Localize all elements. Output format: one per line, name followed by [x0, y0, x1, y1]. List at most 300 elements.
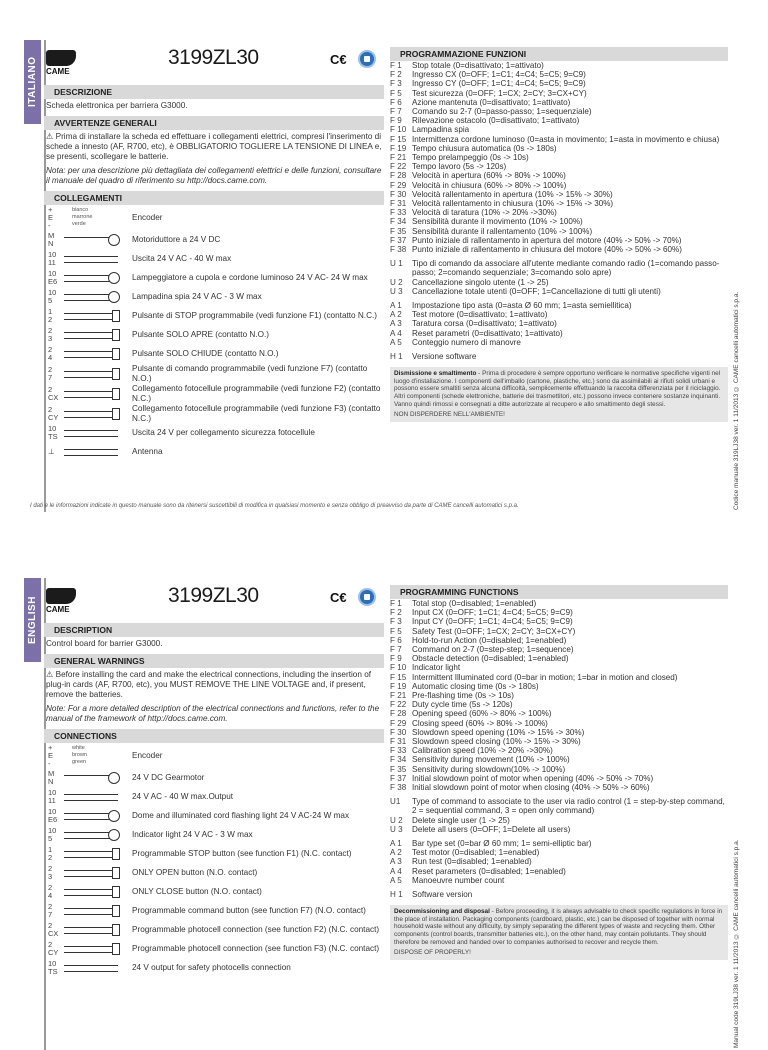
- terminal-pins: 1 2: [48, 307, 53, 324]
- function-text: Reset parametri (0=disattivato; 1=attivato): [412, 328, 563, 338]
- ce-mark: C€: [330, 590, 347, 605]
- function-row: [390, 245, 728, 254]
- function-text: Hold-to-run Action (0=disabled; 1=enabled): [412, 635, 567, 645]
- connection-label: 24 V AC - 40 W max.Output: [132, 792, 234, 802]
- wiring-symbol-icon: [62, 207, 128, 229]
- function-code: U1: [390, 797, 401, 807]
- wiring-symbol-icon: [62, 866, 128, 880]
- terminal-pins: 10 11: [48, 250, 57, 267]
- function-code: F 15: [390, 134, 407, 144]
- wiring-symbol-icon: [62, 367, 128, 381]
- function-code: F 22: [390, 700, 407, 710]
- function-row: [390, 259, 728, 277]
- function-row: [390, 797, 728, 815]
- section-warnings: GENERAL WARNINGS: [44, 654, 384, 668]
- function-code: F 34: [390, 217, 407, 227]
- function-code: F 7: [390, 107, 402, 117]
- came-logo-mark: [46, 588, 76, 604]
- manual-code: Manual code 319LJ38 ver. 1 11/2013 © CAME cancelli automatici s.p.a.: [733, 839, 740, 1048]
- connection-label: ONLY OPEN button (N.O. contact): [132, 868, 258, 878]
- function-code: F 2: [390, 70, 402, 80]
- function-text: Velocità in apertura (60% -> 80% -> 100%): [412, 171, 566, 181]
- function-row: [390, 719, 728, 728]
- function-text: Delete single user (1 -> 25): [412, 815, 510, 825]
- connection-label: Motoriduttore a 24 V DC: [132, 235, 221, 245]
- function-code: F 30: [390, 727, 407, 737]
- function-code: F 19: [390, 681, 407, 691]
- function-code: F 31: [390, 737, 407, 747]
- function-text: Stop totale (0=disattivato; 1=attivato): [412, 61, 544, 70]
- connection-label: Antenna: [132, 447, 163, 457]
- function-row: [390, 116, 728, 125]
- function-code: F 37: [390, 235, 407, 245]
- motor-icon: [108, 772, 120, 784]
- connection-label: Dome and illuminated cord flashing light 24 V AC-24 W max: [132, 811, 350, 821]
- function-text: Sensibilità durante il movimento (10% -> 100%): [412, 217, 583, 227]
- encoder-wire-label: bianco: [72, 207, 89, 213]
- function-code: F 3: [390, 617, 402, 627]
- function-row: [390, 61, 728, 70]
- function-code: F 7: [390, 645, 402, 655]
- connection-row: [44, 959, 384, 977]
- function-row: [390, 876, 728, 885]
- function-code: F 29: [390, 718, 407, 728]
- function-text: Lampadina spia: [412, 125, 470, 135]
- function-text: Sensitivity during slowdown(10% -> 100%): [412, 764, 566, 774]
- terminal-pins: 10 TS: [48, 424, 58, 441]
- function-code: A 3: [390, 319, 402, 329]
- function-text: Impostazione tipo asta (0=asta Ø 60 mm; 1=asta semiellitica): [412, 301, 632, 311]
- function-code: A 2: [390, 310, 402, 320]
- disposal-box: [390, 367, 728, 422]
- wire: [64, 391, 118, 392]
- function-text: Comando su 2-7 (0=passo-passo; 1=sequenziale): [412, 107, 592, 117]
- wiring-symbol-icon: [62, 745, 128, 767]
- wiring-symbol-icon: [62, 904, 128, 918]
- function-row: [390, 107, 728, 116]
- function-code: F 6: [390, 635, 402, 645]
- function-code: F 2: [390, 608, 402, 618]
- button-contact-icon: [112, 368, 120, 380]
- note-text: Note: For a more detailed description of the electrical connections and functions, refer to the manual of the framework of http://docs.came.com.: [46, 704, 380, 723]
- connection-row: [44, 345, 384, 363]
- terminal-pins: 2 7: [48, 364, 53, 382]
- connection-row: [44, 404, 384, 423]
- connection-row: [44, 288, 384, 306]
- disposal-title: Decommissioning and disposal: [394, 908, 490, 916]
- function-text: Velocità in chiusura (60% -> 80% -> 100%): [412, 180, 567, 190]
- function-code: F 19: [390, 143, 407, 153]
- model-number: 3199ZL30: [168, 584, 259, 607]
- terminal-pins: M N: [48, 231, 55, 248]
- wiring-symbol-icon: [62, 809, 128, 823]
- function-row: [390, 153, 728, 162]
- connection-row: [44, 845, 384, 863]
- function-text: Input CX (0=OFF; 1=C1; 4=C4; 5=C5; 9=C9): [412, 608, 573, 618]
- wire: [64, 927, 118, 928]
- wire: [64, 377, 118, 378]
- came-logo: [46, 47, 80, 79]
- function-row: [390, 162, 728, 171]
- function-row: [390, 816, 728, 825]
- function-text: Velocità rallentamento in apertura (10% -> 15% -> 30%): [412, 189, 613, 199]
- wire: [64, 794, 118, 795]
- terminal-pins: 2 CY: [48, 940, 59, 957]
- wiring-symbol-icon: [62, 271, 128, 285]
- terminal-pins: 2 CY: [48, 404, 59, 422]
- function-row: [390, 278, 728, 287]
- wiring-symbol-icon: [62, 426, 128, 440]
- function-text: Obstacle detection (0=disabled; 1=enabled): [412, 654, 569, 664]
- note-text: Nota: per una descrizione più dettagliata dei collegamenti elettrici e delle funzioni, consultare il manuale del quadro di riferimento su http://docs.came.com.: [46, 166, 382, 185]
- function-text: Punto iniziale di rallentamento in chiusura del motore (40% -> 50% -> 60%): [412, 245, 682, 255]
- wiring-symbol-icon: [62, 942, 128, 956]
- connection-label: Pulsante di comando programmabile (vedi funzione F7) (contatto N.O.): [132, 364, 368, 383]
- connection-row: [44, 788, 384, 806]
- motor-icon: [108, 234, 120, 246]
- function-row: [390, 236, 728, 245]
- left-column: [44, 44, 384, 461]
- button-contact-icon: [112, 943, 120, 955]
- disposal-warning: DISPOSE OF PROPERLY!: [394, 949, 471, 957]
- function-code: F 15: [390, 672, 407, 682]
- function-row: [390, 857, 728, 866]
- function-text: Sensibilità durante il rallentamento (10% -> 100%): [412, 226, 593, 236]
- english-panel: [0, 578, 768, 1050]
- function-text: Ingresso CY (0=OFF; 1=C1; 4=C4; 5=C5; 9=C9): [412, 79, 586, 89]
- terminal-pins: 10 E6: [48, 269, 58, 286]
- terminal-pins: 2 7: [48, 902, 53, 919]
- wiring-symbol-icon: [62, 290, 128, 304]
- function-row: [390, 199, 728, 208]
- lamp-icon: [108, 810, 120, 822]
- connection-row: [44, 307, 384, 325]
- button-contact-icon: [112, 329, 120, 341]
- function-text: Command on 2-7 (0=step-step; 1=sequence): [412, 645, 574, 655]
- function-text: Test motor (0=disabled; 1=enabled): [412, 848, 540, 858]
- wire: [64, 889, 118, 890]
- encoder-wire-label: verde: [72, 221, 86, 227]
- function-text: Test sicurezza (0=OFF; 1=CX; 2=CY; 3=CX+CY): [412, 88, 587, 98]
- function-row: [390, 79, 728, 88]
- connection-label: Collegamento fotocellule programmabile (vedi funzione F3) (contatto N.C.): [132, 404, 381, 423]
- function-text: Manoeuvre number count: [412, 875, 505, 885]
- wiring-symbol-icon: [62, 885, 128, 899]
- function-row: [390, 617, 728, 626]
- function-text: Closing speed (60% -> 80% -> 100%): [412, 718, 548, 728]
- function-code: F 28: [390, 709, 407, 719]
- function-row: [390, 208, 728, 217]
- terminal-pins: 2 4: [48, 345, 53, 362]
- function-text: Sensitivity during movement (10% -> 100%): [412, 755, 570, 765]
- function-row: [390, 89, 728, 98]
- wire: [64, 319, 118, 320]
- function-row: [390, 227, 728, 236]
- function-text: Type of command to associate to the user via radio control (1 = step-by-step command, 2 = sequential command, 3 = open only command): [412, 797, 725, 816]
- function-code: F 30: [390, 189, 407, 199]
- connection-row: [44, 921, 384, 939]
- function-code: U 3: [390, 824, 403, 834]
- came-logo-text: CAME: [46, 605, 70, 614]
- function-text: Taratura corsa (0=disattivato; 1=attivato): [412, 319, 557, 329]
- function-row: [390, 728, 728, 737]
- function-text: Pre-flashing time (0s -> 10s): [412, 691, 514, 701]
- came-logo-text: CAME: [46, 67, 70, 76]
- wiring-symbol-icon: [62, 407, 128, 421]
- function-row: [390, 144, 728, 153]
- connection-row: [44, 902, 384, 920]
- connection-row: [44, 940, 384, 958]
- wire: [64, 262, 118, 263]
- function-row: [390, 737, 728, 746]
- function-text: Versione software: [412, 352, 477, 362]
- button-contact-icon: [112, 388, 120, 400]
- connection-label: Encoder: [132, 751, 163, 761]
- function-code: A 3: [390, 857, 402, 867]
- section-description: DESCRIZIONE: [44, 85, 384, 99]
- function-row: [390, 70, 728, 79]
- connection-label: ONLY CLOSE button (N.O. contact): [132, 887, 262, 897]
- came-logo: [46, 585, 80, 617]
- function-code: F 5: [390, 88, 402, 98]
- wiring-symbol-icon: [62, 347, 128, 361]
- wire: [64, 851, 118, 852]
- terminal-pins: ⊥: [48, 447, 55, 456]
- wire: [64, 338, 118, 339]
- function-row: [390, 310, 728, 319]
- encoder-wire-label: brown: [72, 752, 87, 758]
- connection-label: Pulsante di STOP programmabile (vedi funzione F1) (contatto N.C.): [132, 311, 377, 321]
- button-contact-icon: [112, 310, 120, 322]
- function-row: [390, 217, 728, 226]
- connection-row: [44, 384, 384, 403]
- function-code: F 38: [390, 245, 407, 255]
- connection-row: [44, 744, 384, 768]
- function-code: U 3: [390, 286, 403, 296]
- wire: [64, 952, 118, 953]
- function-text: Bar type set (0=bar Ø 60 mm; 1= semi-elliptic bar): [412, 839, 592, 849]
- warning-text: ⚠ Prima di installare la scheda ed effettuare i collegamenti elettrici, compresi l'inserimento di schede a innesto (AF, R700, etc), è OBBLIGATORIO TOGLIERE LA TENSIONE DI LINEA e, se presenti, scollegare le batterie.: [46, 132, 382, 161]
- terminal-pins: M N: [48, 769, 55, 786]
- lamp-icon: [108, 829, 120, 841]
- section-description: DESCRIPTION: [44, 623, 384, 637]
- function-text: Input CY (0=OFF; 1=C1; 4=C4; 5=C5; 9=C9): [412, 617, 573, 627]
- function-row: [390, 663, 728, 672]
- lamp-icon: [108, 272, 120, 284]
- terminal-pins: + E -: [48, 205, 54, 230]
- wire: [64, 895, 118, 896]
- function-text: Delete all users (0=OFF; 1=Delete all users): [412, 824, 571, 834]
- wire: [64, 933, 118, 934]
- certification-badge-icon: [358, 588, 376, 606]
- function-text: Automatic closing time (0s -> 180s): [412, 681, 539, 691]
- function-text: Tempo chiusura automatica (0s -> 180s): [412, 143, 557, 153]
- wiring-symbol-icon: [62, 771, 128, 785]
- section-connections: CONNECTIONS: [44, 729, 384, 743]
- button-contact-icon: [112, 886, 120, 898]
- function-code: F 21: [390, 691, 407, 701]
- wire: [64, 313, 118, 314]
- disposal-text: - Prima di procedere è sempre opportuno verificare le normative specifiche vigenti nel luogo d'installazione. I componenti dell'imballo (cartone, plastiche, etc.) sono da assimilabili ai rifiuti solidi urbani e possono essere smaltiti senza alcuna difficoltà, semplicemente effettuando la raccolta differenziata per il riciclaggio. Altri componenti (schede elettroniche, batterie dei trasmettitori, etc.) possono invece contenere sostanze inquinanti. Vanno quindi rimossi e consegnati a ditte autorizzate al recupero e allo smaltimento degli stessi.: [394, 370, 721, 408]
- certification-badge-icon: [358, 50, 376, 68]
- wire: [64, 870, 118, 871]
- terminal-pins: 10 E6: [48, 807, 58, 824]
- function-text: Software version: [412, 890, 473, 900]
- description-text: Scheda elettronica per barriera G3000.: [46, 101, 188, 110]
- function-code: A 5: [390, 875, 402, 885]
- wire: [64, 876, 118, 877]
- connection-row: [44, 269, 384, 287]
- function-row: [390, 301, 728, 310]
- wire: [64, 908, 118, 909]
- function-row: [390, 190, 728, 199]
- wiring-symbol-icon: [62, 309, 128, 323]
- function-code: A 5: [390, 337, 402, 347]
- connection-label: Uscita 24 V AC - 40 W max: [132, 254, 232, 264]
- function-text: Opening speed (60% -> 80% -> 100%): [412, 709, 552, 719]
- connection-row: [44, 206, 384, 230]
- function-code: F 5: [390, 626, 402, 636]
- wire: [64, 357, 118, 358]
- model-number: 3199ZL30: [168, 46, 259, 69]
- function-row: [390, 338, 728, 347]
- function-code: A 4: [390, 866, 402, 876]
- terminal-pins: 2 3: [48, 864, 53, 881]
- function-text: Tempo prelampeggio (0s -> 10s): [412, 153, 529, 163]
- function-row: [390, 839, 728, 848]
- function-row: [390, 783, 728, 792]
- function-row: [390, 135, 728, 144]
- function-code: F 21: [390, 153, 407, 163]
- connection-label: Programmable command button (see function F7) (N.O. contact): [132, 906, 366, 916]
- terminal-pins: 2 CX: [48, 921, 59, 938]
- right-column: [390, 582, 728, 960]
- wiring-symbol-icon: [62, 387, 128, 401]
- function-row: [390, 825, 728, 834]
- connection-label: Uscita 24 V per collegamento sicurezza fotocellule: [132, 428, 315, 438]
- wiring-symbol-icon: [62, 328, 128, 342]
- connection-label: Lampadina spia 24 V AC - 3 W max: [132, 292, 262, 302]
- function-code: A 2: [390, 848, 402, 858]
- connection-label: Programmable photocell connection (see function F3) (N.C. contact): [132, 944, 380, 954]
- wire: [64, 417, 118, 418]
- wire: [64, 256, 118, 257]
- function-row: [390, 709, 728, 718]
- button-contact-icon: [112, 905, 120, 917]
- function-code: F 6: [390, 97, 402, 107]
- function-text: Duty cycle time (5s -> 120s): [412, 700, 513, 710]
- wire: [64, 800, 118, 801]
- disposal-text: - Before proceeding, it is always advisable to check specific regulations in force in the place of installation. Packaging components (cardboard, plastic, etc.) can be disposed of together with normal household waste without any difficulty, by simply separating the different types of waste and recycling them. Other components (control boards, transmitter batteries etc.), on the other hand, may contain pollutants. They should therefore be removed and handed over to companies authorised to recover and recycle them.: [394, 908, 723, 946]
- function-code: F 1: [390, 61, 402, 70]
- section-connections: COLLEGAMENTI: [44, 191, 384, 205]
- function-row: [390, 867, 728, 876]
- terminal-pins: 2 3: [48, 326, 53, 343]
- ce-mark: C€: [330, 52, 347, 67]
- left-column: [44, 582, 384, 977]
- function-row: [390, 645, 728, 654]
- wiring-symbol-icon: [62, 790, 128, 804]
- section-programming: PROGRAMMING FUNCTIONS: [390, 585, 728, 599]
- function-row: [390, 774, 728, 783]
- button-contact-icon: [112, 348, 120, 360]
- function-row: [390, 599, 728, 608]
- function-code: F 10: [390, 125, 407, 135]
- wire: [64, 436, 118, 437]
- connection-row: [44, 443, 384, 461]
- wiring-symbol-icon: [62, 828, 128, 842]
- wire: [64, 971, 118, 972]
- function-row: [390, 691, 728, 700]
- terminal-pins: 10 5: [48, 288, 57, 305]
- connection-label: Pulsante SOLO CHIUDE (contatto N.O.): [132, 349, 279, 359]
- connection-row: [44, 769, 384, 787]
- wire: [64, 411, 118, 412]
- terminal-pins: 2 4: [48, 883, 53, 900]
- function-code: A 1: [390, 839, 402, 849]
- function-text: Slowdown speed opening (10% -> 15% -> 30%): [412, 727, 585, 737]
- wire: [64, 946, 118, 947]
- function-code: A 4: [390, 328, 402, 338]
- function-code: F 38: [390, 783, 407, 793]
- wiring-symbol-icon: [62, 923, 128, 937]
- header: [44, 582, 384, 620]
- connection-row: [44, 424, 384, 442]
- disposal-title: Dismissione e smaltimento: [394, 370, 477, 378]
- function-row: [390, 890, 728, 899]
- function-code: F 37: [390, 773, 407, 783]
- button-contact-icon: [112, 867, 120, 879]
- terminal-pins: 10 11: [48, 788, 57, 805]
- legal-footer: I dati e le informazioni indicate in questo manuale sono da ritenersi suscettibili di modifica in qualsiasi momento e senza obbligo di preavviso da parte di CAME cancelli automatici s.p.a.: [30, 503, 519, 509]
- function-code: U 2: [390, 277, 403, 287]
- function-text: Indicator light: [412, 663, 461, 673]
- function-text: Safety Test (0=OFF; 1=CX; 2=CY; 3=CX+CY): [412, 626, 576, 636]
- wire: [64, 449, 118, 450]
- warning-text: ⚠ Before installing the card and make the electrical connections, including the insertion of plug-in cards (AF, R700, etc), you MUST REMOVE THE LINE VOLTAGE and, if present, remove the batteries.: [46, 670, 372, 699]
- function-code: F 22: [390, 162, 407, 172]
- function-row: [390, 682, 728, 691]
- function-row: [390, 746, 728, 755]
- manual-code: Codice manuale 319LJ38 ver. 1 11/2013 © CAME cancelli automatici s.p.a.: [733, 291, 740, 510]
- function-text: Total stop (0=disabled; 1=enabled): [412, 599, 537, 608]
- connection-row: [44, 883, 384, 901]
- function-row: [390, 352, 728, 361]
- wire: [64, 351, 118, 352]
- connection-label: Pulsante SOLO APRE (contatto N.O.): [132, 330, 269, 340]
- function-row: [390, 181, 728, 190]
- function-row: [390, 636, 728, 645]
- encoder-wire-label: green: [72, 759, 87, 765]
- button-contact-icon: [112, 924, 120, 936]
- function-row: [390, 319, 728, 328]
- wiring-symbol-icon: [62, 252, 128, 266]
- function-text: Ingresso CX (0=OFF; 1=C1; 4=C4; 5=C5; 9=C9): [412, 70, 586, 80]
- came-logo-mark: [46, 50, 76, 66]
- wire: [64, 332, 118, 333]
- terminal-pins: 2 CX: [48, 384, 59, 402]
- function-text: Conteggio numero di manovre: [412, 337, 521, 347]
- function-text: Run test (0=disabled; 1=enabled): [412, 857, 532, 867]
- wire: [64, 371, 118, 372]
- function-code: A 1: [390, 301, 402, 311]
- function-row: [390, 673, 728, 682]
- function-code: U 1: [390, 259, 403, 269]
- connection-row: [44, 364, 384, 383]
- function-text: Cancellazione singolo utente (1 -> 25): [412, 277, 549, 287]
- function-text: Tempo lavoro (5s -> 120s): [412, 162, 507, 172]
- terminal-pins: 1 2: [48, 845, 53, 862]
